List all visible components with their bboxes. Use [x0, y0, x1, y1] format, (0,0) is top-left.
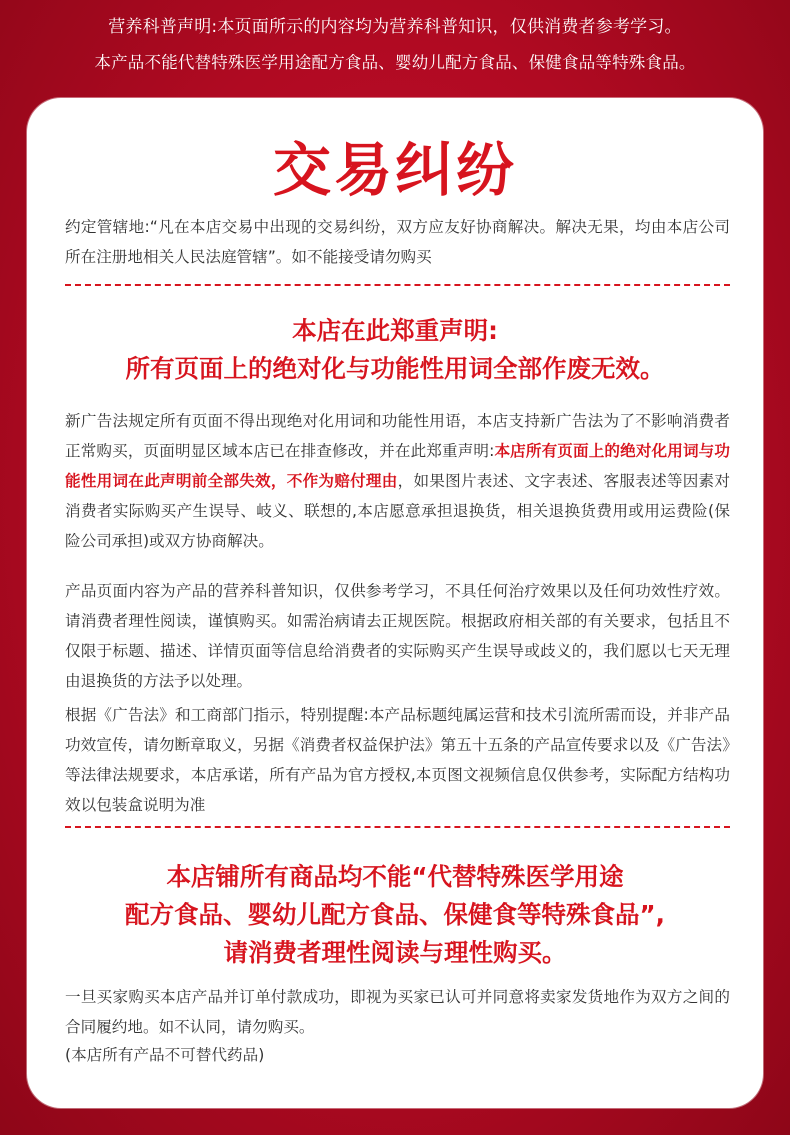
dashed-divider	[65, 826, 730, 828]
declaration-heading-line-1: 本店在此郑重声明:	[292, 316, 498, 345]
disclaimer-card	[27, 98, 763, 1108]
nutrition-notice-line-2: 本产品不能代替特殊医学用途配方食品、婴幼儿配方食品、保健食品等特殊食品。	[94, 53, 696, 72]
special-food-heading-line-3: 请消费者理性阅读与理性购买。	[223, 938, 567, 967]
declaration-heading-line-2: 所有页面上的绝对化与功能性用词全部作废无效。	[125, 354, 665, 383]
nutrition-notice-line-1: 营养科普声明:本页面所示的内容均为营养科普知识，仅供消费者参考学习。	[108, 17, 682, 37]
regulation-note-paragraph: 根据《广告法》和工商部门指示，特别提醒:本产品标题纯属运营和技术引流所需而设，并非产品功效宣传，请勿断章取义，另据《消费者权益保护法》第五十五条的产品宣传要求以及《广告法》等法律法规要求，本店承诺，所有产品为官方授权,本页图文视频信息仅供参考，实际配方结构功效以包装盒说明为准	[65, 706, 730, 814]
special-food-heading-line-2: 配方食品、婴幼儿配方食品、保健食等特殊食品”,	[125, 900, 665, 929]
page-title: 交易纠纷	[272, 136, 517, 204]
ad-law-text: 新广告法规定所有页面不得出现绝对化用词和功能性用语，本店支持新广告法为了不影响消费者正常购买，页面明显区域本店已在排查修改，并在此郑重声明:	[65, 412, 730, 460]
dashed-divider	[65, 284, 730, 286]
jurisdiction-paragraph: 约定管辖地:“凡在本店交易中出现的交易纠纷，双方应友好协商解决。解决无果，均由本店公司所在注册地相关人民法庭管辖”。如不能接受请勿购买	[65, 218, 730, 266]
special-food-heading-line-1: 本店铺所有商品均不能“代替特殊医学用途	[166, 862, 624, 891]
special-food-heading	[27, 858, 763, 972]
contract-note-paragraph: 一旦买家购买本店产品并订单付款成功，即视为买家已认可并同意将卖家发货地作为双方之间的合同履约地。如不认同，请勿购买。	[65, 988, 730, 1036]
ad-law-text-continued: ，如果图片表述、文字表述、客服表述等因素对消费者实际购买产生误导、岐义、联想的,本店愿意承担退换货，相关退换货费用或用运费险(保险公司承担)或双方协商解决。	[65, 472, 730, 550]
drug-note: (本店所有产品不可替代药品)	[65, 1046, 265, 1064]
ad-law-paragraph	[65, 406, 730, 556]
science-note-paragraph: 产品页面内容为产品的营养科普知识，仅供参考学习，不具任何治疗效果以及任何功效性疗效。请消费者理性阅读，谨慎购买。如需治病请去正规医院。根据政府相关部的有关要求，包括且不仅限于标题、描述、详情页面等信息给消费者的实际购买产生误导或歧义的，我们愿以七天无理由退换货的方法予以处理。	[65, 582, 730, 690]
ad-law-highlight: 本店所有页面上的绝对化用词与功能性用词在此声明前全部失效，不作为赔付理由	[65, 442, 730, 490]
declaration-heading	[27, 312, 763, 388]
